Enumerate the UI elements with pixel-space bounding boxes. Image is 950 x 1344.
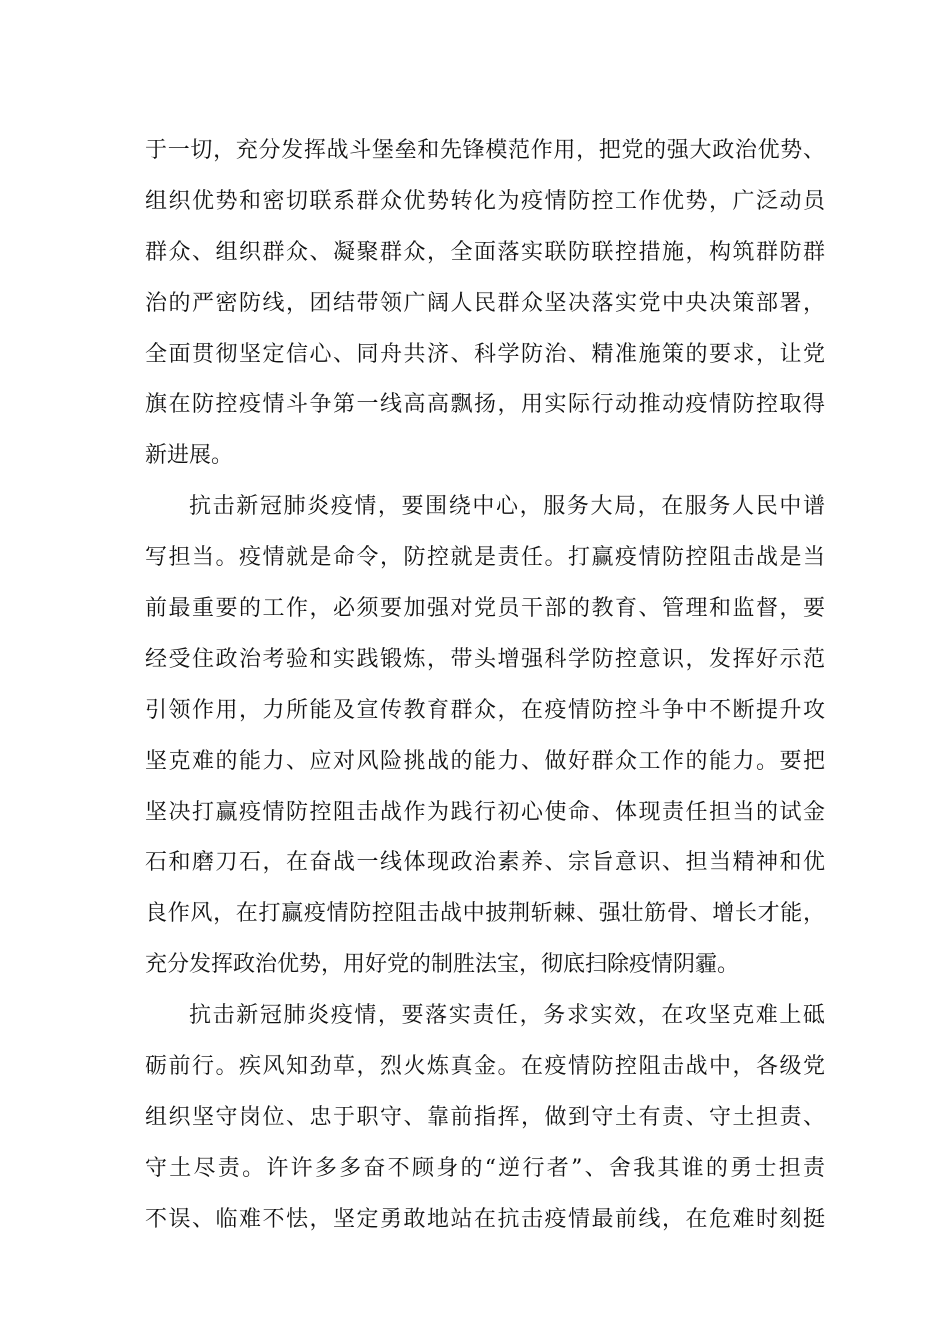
text-line: 石和磨刀石，在奋战一线体现政治素养、宗旨意识、担当精神和优 [145, 850, 825, 876]
text-line: 引领作用，力所能及宣传教育群众，在疫情防控斗争中不断提升攻 [145, 697, 825, 723]
document-body [145, 126, 825, 1246]
text-line: 坚决打赢疫情防控阻击战作为践行初心使命、体现责任担当的试金 [145, 799, 825, 825]
text-line: 砺前行。疾风知劲草，烈火炼真金。在疫情防控阻击战中，各级党 [145, 1054, 825, 1080]
text-line: 旗在防控疫情斗争第一线高高飘扬，用实际行动推动疫情防控取得 [145, 392, 825, 418]
text-line: 抗击新冠肺炎疫情，要落实责任，务求实效，在攻坚克难上砥 [189, 1003, 825, 1029]
text-line: 不误、临难不怯，坚定勇敢地站在抗击疫情最前线，在危难时刻挺 [145, 1206, 825, 1232]
text-line: 充分发挥政治优势，用好党的制胜法宝，彻底扫除疫情阴霾。 [145, 952, 740, 978]
text-line: 写担当。疫情就是命令，防控就是责任。打赢疫情防控阻击战是当 [145, 545, 825, 571]
text-line: 前最重要的工作，必须要加强对党员干部的教育、管理和监督，要 [145, 596, 825, 622]
text-line: 守土尽责。许许多多奋不顾身的“逆行者”、舍我其谁的勇士担责 [145, 1155, 825, 1181]
paragraph-3 [145, 991, 825, 1245]
text-line: 组织坚守岗位、忠于职守、靠前指挥，做到守土有责、守土担责、 [145, 1104, 825, 1130]
text-line: 良作风，在打赢疫情防控阻击战中披荆斩棘、强壮筋骨、增长才能， [145, 901, 825, 927]
text-line: 群众、组织群众、凝聚群众，全面落实联防联控措施，构筑群防群 [145, 239, 825, 265]
text-line: 于一切，充分发挥战斗堡垒和先锋模范作用，把党的强大政治优势、 [145, 138, 825, 163]
text-line: 经受住政治考验和实践锻炼，带头增强科学防控意识，发挥好示范 [145, 646, 825, 672]
text-line: 治的严密防线，团结带领广阔人民群众坚决落实党中央决策部署， [145, 290, 825, 316]
paragraph-1 [145, 126, 825, 482]
text-line: 坚克难的能力、应对风险挑战的能力、做好群众工作的能力。要把 [145, 748, 825, 774]
text-line: 全面贯彻坚定信心、同舟共济、科学防治、精准施策的要求，让党 [145, 341, 825, 367]
paragraph-2 [145, 482, 825, 991]
text-line: 新进展。 [145, 443, 234, 469]
text-line: 组织优势和密切联系群众优势转化为疫情防控工作优势，广泛动员 [145, 188, 825, 214]
text-line: 抗击新冠肺炎疫情，要围绕中心，服务大局，在服务人民中谱 [189, 494, 825, 520]
